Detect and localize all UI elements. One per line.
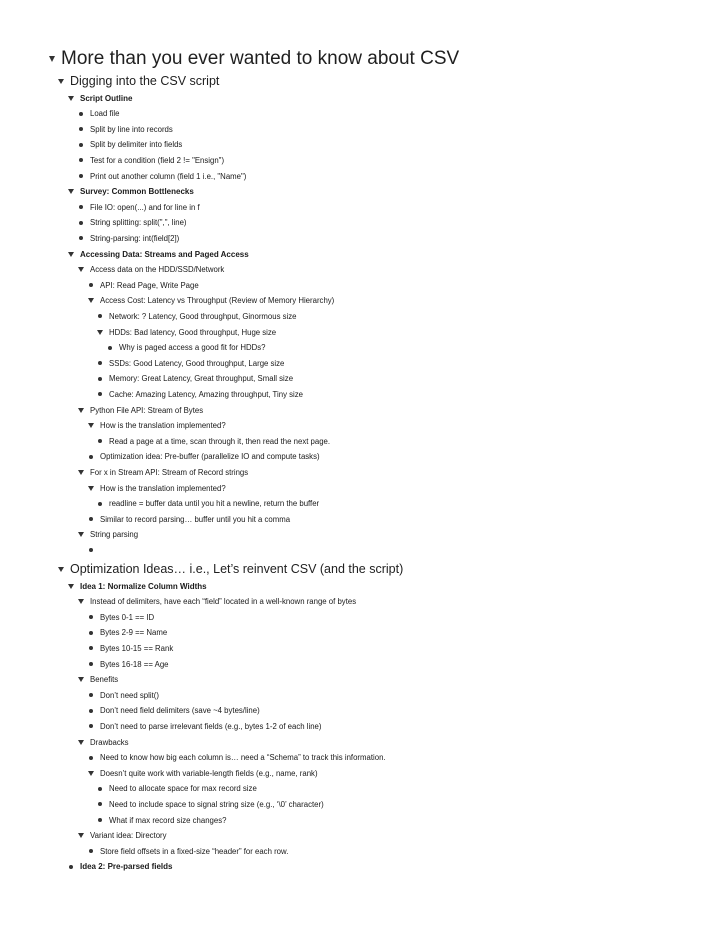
outline-item-for-x-in-stream-api-stream-of-record-str xyxy=(76,465,248,479)
outline-item-label: File IO: open(...) and for line in f xyxy=(90,202,200,212)
bullet-dot-icon xyxy=(66,862,76,872)
outline-item-label: Access Cost: Latency vs Throughput (Review of Memory Hierarchy) xyxy=(100,296,335,306)
bullet-dot-icon xyxy=(95,311,105,321)
collapse-triangle-icon[interactable] xyxy=(76,405,86,415)
outline-item-label: What if max record size changes? xyxy=(109,815,227,825)
outline-item-label: Cache: Amazing Latency, Amazing throughput, Tiny size xyxy=(109,389,304,399)
collapse-triangle-icon[interactable] xyxy=(76,675,86,685)
outline-item-label: Why is paged access a good fit for HDDs? xyxy=(119,343,266,353)
bullet-dot-icon xyxy=(86,514,96,524)
outline-item-label: String splitting: split(",", line) xyxy=(90,218,187,228)
outline-heading: Idea 1: Normalize Column Widths xyxy=(80,581,207,591)
outline-item-don-t-need-to-parse-irrelevant-fields-e- xyxy=(86,719,321,733)
outline-item-label: Optimization idea: Pre-buffer (parallelize IO and compute tasks) xyxy=(100,452,320,462)
outline-item-accessing-data-streams-and-paged-access xyxy=(66,247,249,261)
collapse-triangle-icon[interactable] xyxy=(86,421,96,431)
outline-item-ssds-good-latency-good-throughput-large- xyxy=(95,356,284,370)
outline-item-don-t-need-field-delimiters-save-4-bytes xyxy=(86,704,260,718)
outline-item-label: readline = buffer data until you hit a newline, return the buffer xyxy=(109,499,320,509)
outline-item-label: Bytes 10-15 == Rank xyxy=(100,643,174,653)
bullet-dot-icon xyxy=(95,374,105,384)
outline-item-store-field-offsets-in-a-fixed-size-head xyxy=(86,844,288,858)
outline-item-label: Access data on the HDD/SSD/Network xyxy=(90,265,225,275)
outline-item-label: Split by delimiter into fields xyxy=(90,140,183,150)
bullet-dot-icon xyxy=(76,124,86,134)
collapse-triangle-icon[interactable] xyxy=(76,737,86,747)
bullet-dot-icon xyxy=(86,280,96,290)
outline-item-network-latency-good-throughput-ginormou xyxy=(95,309,297,323)
outline-item-string-parsing-int-field-2 xyxy=(76,231,179,245)
collapse-triangle-icon[interactable] xyxy=(47,54,57,64)
outline-item-label: Need to allocate space for max record size xyxy=(109,784,257,794)
collapse-triangle-icon[interactable] xyxy=(66,93,76,103)
outline-item-hdds-bad-latency-good-throughput-huge-si xyxy=(95,325,276,339)
outline-item-label: How is the translation implemented? xyxy=(100,421,226,431)
bullet-dot-icon xyxy=(95,499,105,509)
outline-item-idea-2-pre-parsed-fields xyxy=(66,860,172,874)
outline-item-label: API: Read Page, Write Page xyxy=(100,280,199,290)
outline-item-label: For x in Stream API: Stream of Record strings xyxy=(90,467,249,477)
collapse-triangle-icon[interactable] xyxy=(76,467,86,477)
outline-item-bytes-0-1-id xyxy=(86,610,154,624)
outline-item-memory-great-latency-great-throughput-sm xyxy=(95,372,293,386)
bullet-dot-icon xyxy=(86,721,96,731)
page-title: More than you ever wanted to know about CSV xyxy=(61,48,460,69)
outline-item-what-if-max-record-size-changes xyxy=(95,813,226,827)
outline-item-empty xyxy=(86,543,100,557)
outline-item-bytes-2-9-name xyxy=(86,626,167,640)
bullet-dot-icon xyxy=(76,171,86,181)
bullet-dot-icon xyxy=(76,218,86,228)
outline-item-why-is-paged-access-a-good-fit-for-hdds xyxy=(105,341,265,355)
bullet-dot-icon xyxy=(76,140,86,150)
bullet-dot-icon xyxy=(95,436,105,446)
bullet-dot-icon xyxy=(86,846,96,856)
bullet-dot-icon xyxy=(95,815,105,825)
section-title: Digging into the CSV script xyxy=(70,74,220,88)
bullet-dot-icon xyxy=(86,545,96,555)
outline-item-label: SSDs: Good Latency, Good throughput, Large size xyxy=(109,358,285,368)
outline-item-bytes-10-15-rank xyxy=(86,641,173,655)
bullet-dot-icon xyxy=(95,784,105,794)
collapse-triangle-icon[interactable] xyxy=(76,597,86,607)
outline-item-label: Network: ? Latency, Good throughput, Ginormous size xyxy=(109,311,297,321)
collapse-triangle-icon[interactable] xyxy=(86,296,96,306)
outline-item-label: Load file xyxy=(90,109,120,119)
outline-item-string-parsing xyxy=(76,528,138,542)
outline-item-similar-to-record-parsing-buffer-until-y xyxy=(86,512,290,526)
outline-item-label: Store field offsets in a fixed-size “header” for each row. xyxy=(100,846,289,856)
section-optimization-ideas-i-e-let-s-reinvent-cs xyxy=(56,561,403,577)
outline-item-label: Similar to record parsing… buffer until you hit a comma xyxy=(100,514,291,524)
bullet-dot-icon xyxy=(95,358,105,368)
outline-item-label: Instead of delimiters, have each “field” located in a well-known range of bytes xyxy=(90,597,357,607)
outline-item-label: String parsing xyxy=(90,530,139,540)
outline-item-label: Don’t need to parse irrelevant fields (e.g., bytes 1-2 of each line) xyxy=(100,721,322,731)
outline-item-benefits xyxy=(76,673,118,687)
outline-item-label: Split by line into records xyxy=(90,124,173,134)
section-digging-into-the-csv-script xyxy=(56,73,219,89)
collapse-triangle-icon[interactable] xyxy=(86,483,96,493)
outline-item-access-data-on-the-hdd-ssd-network xyxy=(76,263,224,277)
outline-item-label: Variant idea: Directory xyxy=(90,831,167,841)
bullet-dot-icon xyxy=(95,799,105,809)
bullet-dot-icon xyxy=(76,202,86,212)
outline-item-drawbacks xyxy=(76,735,129,749)
collapse-triangle-icon[interactable] xyxy=(76,265,86,275)
outline-heading: Idea 2: Pre-parsed fields xyxy=(80,862,173,872)
outline-item-don-t-need-split xyxy=(86,688,159,702)
outline-item-cache-amazing-latency-amazing-throughput xyxy=(95,387,303,401)
outline-item-label: Python File API: Stream of Bytes xyxy=(90,405,204,415)
collapse-triangle-icon[interactable] xyxy=(66,581,76,591)
outline-item-how-is-the-translation-implemented xyxy=(86,419,226,433)
outline-item-label: Doesn’t quite work with variable-length fields (e.g., name, rank) xyxy=(100,768,318,778)
collapse-triangle-icon[interactable] xyxy=(76,831,86,841)
outline-item-test-for-a-condition-field-2-ensign xyxy=(76,153,224,167)
outline-item-label: Print out another column (field 1 i.e., "Name") xyxy=(90,171,247,181)
outline-item-python-file-api-stream-of-bytes xyxy=(76,403,203,417)
outline-item-load-file xyxy=(76,107,119,121)
outline-heading: Accessing Data: Streams and Paged Access xyxy=(80,249,249,259)
collapse-triangle-icon[interactable] xyxy=(66,249,76,259)
outline-item-label: HDDs: Bad latency, Good throughput, Huge size xyxy=(109,327,277,337)
outline-item-string-splitting-split-line xyxy=(76,216,187,230)
outline-item-print-out-another-column-field-1-i-e-nam xyxy=(76,169,246,183)
outline-item-split-by-delimiter-into-fields xyxy=(76,138,182,152)
bullet-dot-icon xyxy=(105,343,115,353)
bullet-dot-icon xyxy=(86,612,96,622)
collapse-triangle-icon[interactable] xyxy=(86,768,96,778)
bullet-dot-icon xyxy=(86,659,96,669)
outline-item-file-io-open-and-for-line-in-f xyxy=(76,200,200,214)
outline-item-doesn-t-quite-work-with-variable-length- xyxy=(86,766,318,780)
outline-item-label: String-parsing: int(field[2]) xyxy=(90,233,180,243)
outline-item-label: Read a page at a time, scan through it, then read the next page. xyxy=(109,436,331,446)
bullet-dot-icon xyxy=(76,233,86,243)
outline-item-label: Benefits xyxy=(90,675,119,685)
outline-item-access-cost-latency-vs-throughput-review xyxy=(86,294,334,308)
bullet-dot-icon xyxy=(86,753,96,763)
outline-item-label: Don’t need field delimiters (save ~4 bytes/line) xyxy=(100,706,260,716)
bullet-dot-icon xyxy=(86,452,96,462)
outline-item-label: Need to know how big each column is… need a “Schema” to track this information. xyxy=(100,753,386,763)
outline-item-label: Bytes 2-9 == Name xyxy=(100,628,168,638)
outline-item-label: Test for a condition (field 2 != "Ensign") xyxy=(90,155,225,165)
bullet-dot-icon xyxy=(86,690,96,700)
outline-heading: Survey: Common Bottlenecks xyxy=(80,187,194,197)
outline-item-optimization-idea-pre-buffer-parallelize xyxy=(86,450,320,464)
outline-item-read-a-page-at-a-time-scan-through-it-th xyxy=(95,434,330,448)
collapse-triangle-icon[interactable] xyxy=(76,530,86,540)
outline-item-variant-idea-directory xyxy=(76,829,167,843)
bullet-dot-icon xyxy=(86,628,96,638)
outline-item-label: Drawbacks xyxy=(90,737,129,747)
collapse-triangle-icon[interactable] xyxy=(56,76,66,86)
outline-item-readline-buffer-data-until-you-hit-a-new xyxy=(95,497,319,511)
outline-item-how-is-the-translation-implemented xyxy=(86,481,226,495)
outline-item-label: Bytes 0-1 == ID xyxy=(100,612,155,622)
outline-item-label: Don’t need split() xyxy=(100,690,159,700)
outline-item-label: Need to include space to signal string size (e.g., ‘\0’ character) xyxy=(109,799,324,809)
outline-item-label: Memory: Great Latency, Great throughput, Small size xyxy=(109,374,294,384)
collapse-triangle-icon[interactable] xyxy=(66,187,76,197)
outline-title-row xyxy=(47,48,459,70)
outline-item-api-read-page-write-page xyxy=(86,278,199,292)
collapse-triangle-icon[interactable] xyxy=(95,327,105,337)
outline-item-label: How is the translation implemented? xyxy=(100,483,226,493)
outline-heading: Script Outline xyxy=(80,93,133,103)
outline-item-instead-of-delimiters-have-each-field-lo xyxy=(76,595,356,609)
bullet-dot-icon xyxy=(86,643,96,653)
outline-item-survey-common-bottlenecks xyxy=(66,185,194,199)
bullet-dot-icon xyxy=(76,155,86,165)
collapse-triangle-icon[interactable] xyxy=(56,564,66,574)
outline-item-bytes-16-18-age xyxy=(86,657,169,671)
outline-item-script-outline xyxy=(66,91,132,105)
outline-item-idea-1-normalize-column-widths xyxy=(66,579,207,593)
bullet-dot-icon xyxy=(86,706,96,716)
section-title: Optimization Ideas… i.e., Let’s reinvent CSV (and the script) xyxy=(70,562,404,576)
outline-item-split-by-line-into-records xyxy=(76,122,173,136)
outline-item-label: Bytes 16-18 == Age xyxy=(100,659,169,669)
bullet-dot-icon xyxy=(76,109,86,119)
outline-item-need-to-include-space-to-signal-string-s xyxy=(95,797,324,811)
outline-item-need-to-allocate-space-for-max-record-si xyxy=(95,782,257,796)
outline-item-need-to-know-how-big-each-column-is-need xyxy=(86,751,386,765)
bullet-dot-icon xyxy=(95,389,105,399)
